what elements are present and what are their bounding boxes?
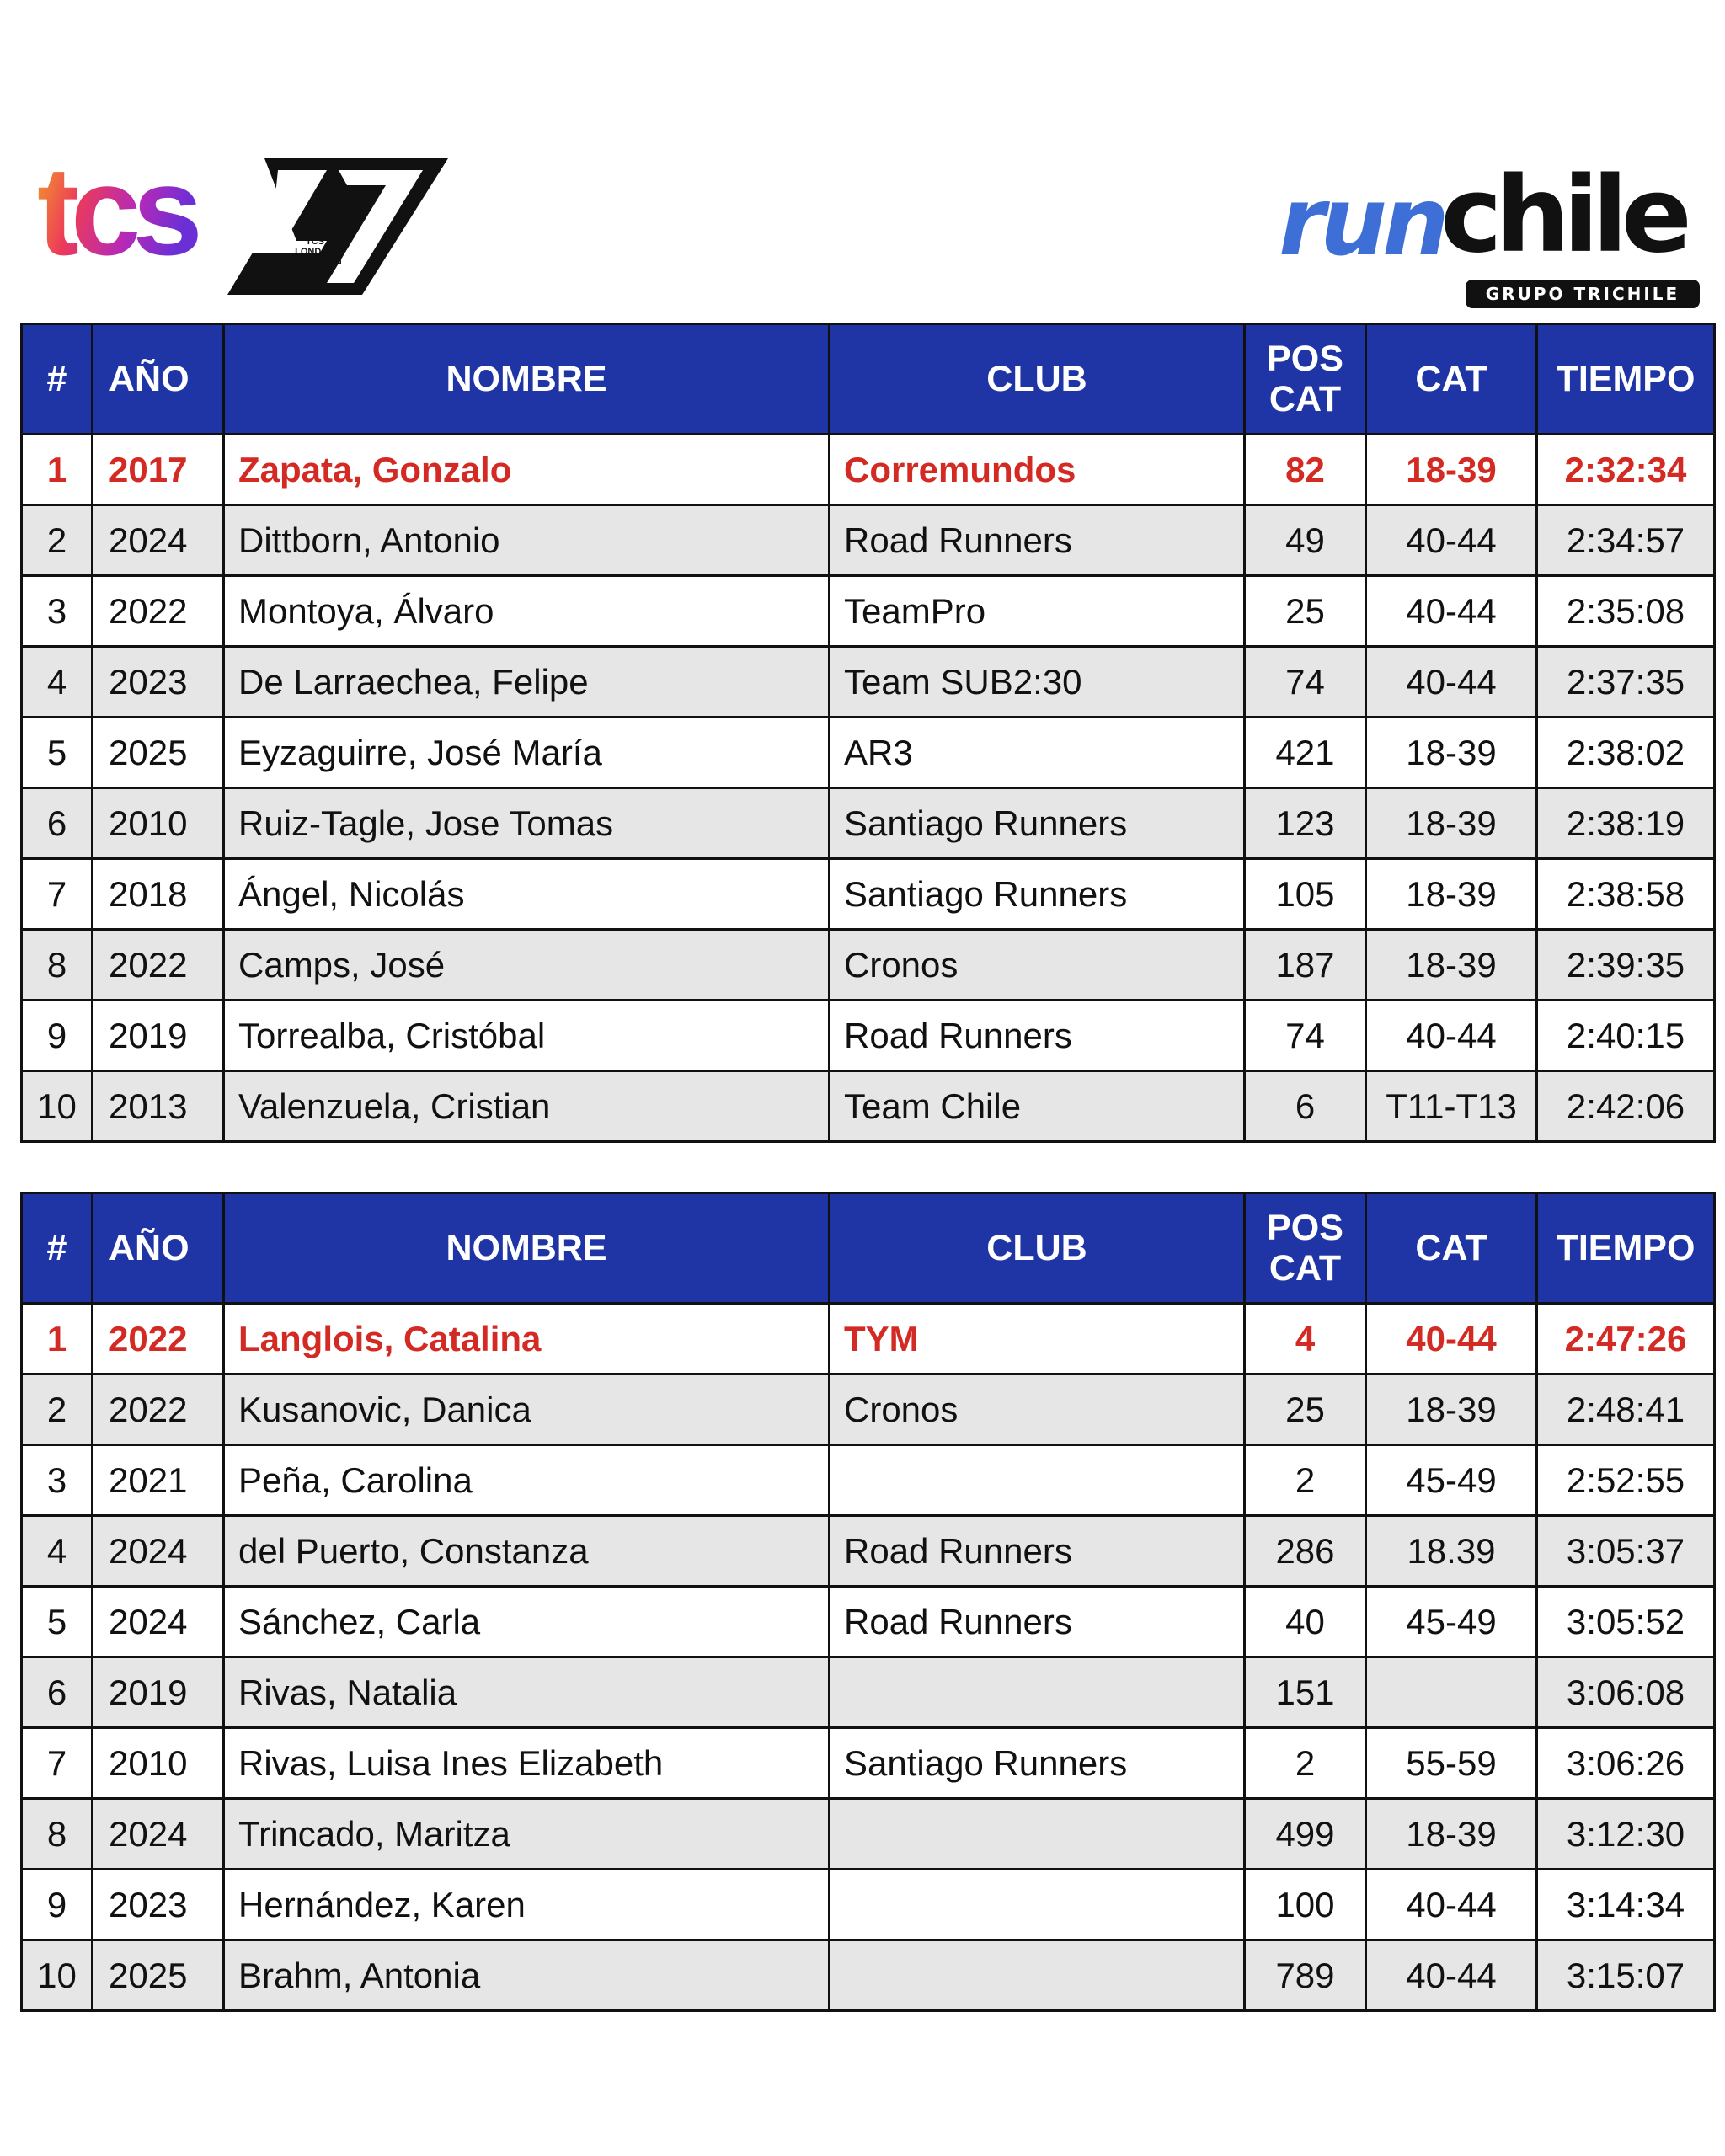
cell-name: del Puerto, Constanza <box>224 1516 830 1587</box>
cell-club: Road Runners <box>830 1587 1245 1657</box>
cell-time: 2:35:08 <box>1537 576 1715 647</box>
cell-time: 2:38:58 <box>1537 859 1715 930</box>
header-pos-line1: POS <box>1267 339 1343 379</box>
cell-year: 2013 <box>93 1071 224 1142</box>
cell-year: 2024 <box>93 1516 224 1587</box>
svg-text:run: run <box>1279 168 1445 277</box>
cell-year: 2022 <box>93 1374 224 1445</box>
cell-name: Zapata, Gonzalo <box>224 435 830 505</box>
header-pos-cat <box>1245 1193 1366 1304</box>
cell-club <box>830 1657 1245 1728</box>
cell-time: 3:05:52 <box>1537 1587 1715 1657</box>
cell-time: 2:32:34 <box>1537 435 1715 505</box>
cell-cat: 40-44 <box>1366 576 1537 647</box>
header-pos-line2: CAT <box>1268 1248 1342 1289</box>
cell-club <box>830 1870 1245 1940</box>
cell-name: Kusanovic, Danica <box>224 1374 830 1445</box>
cell-time: 3:12:30 <box>1537 1799 1715 1870</box>
women-results-table <box>20 1192 1716 2012</box>
cell-club: Team Chile <box>830 1071 1245 1142</box>
cell-club: AR3 <box>830 718 1245 788</box>
cell-club: Cronos <box>830 1374 1245 1445</box>
svg-text:MARATHON: MARATHON <box>288 257 342 267</box>
header-name: NOMBRE <box>224 324 830 435</box>
cell-time: 2:38:02 <box>1537 718 1715 788</box>
cell-cat: T11-T13 <box>1366 1071 1537 1142</box>
cell-name: Langlois, Catalina <box>224 1304 830 1374</box>
table-row <box>22 1445 1715 1516</box>
header-cat: CAT <box>1366 1193 1537 1304</box>
cell-cat: 18-39 <box>1366 859 1537 930</box>
cell-pos-cat: 187 <box>1245 930 1366 1001</box>
cell-num: 1 <box>22 1304 93 1374</box>
cell-num: 1 <box>22 435 93 505</box>
header-time: TIEMPO <box>1537 324 1715 435</box>
cell-num: 6 <box>22 1657 93 1728</box>
cell-name: Trincado, Maritza <box>224 1799 830 1870</box>
cell-time: 3:14:34 <box>1537 1870 1715 1940</box>
header-time: TIEMPO <box>1537 1193 1715 1304</box>
table-row <box>22 1799 1715 1870</box>
cell-year: 2024 <box>93 1799 224 1870</box>
cell-pos-cat: 40 <box>1245 1587 1366 1657</box>
cell-pos-cat: 421 <box>1245 718 1366 788</box>
cell-pos-cat: 74 <box>1245 1001 1366 1071</box>
cell-name: Rivas, Natalia <box>224 1657 830 1728</box>
cell-club: Road Runners <box>830 1516 1245 1587</box>
cell-cat: 18-39 <box>1366 930 1537 1001</box>
cell-club <box>830 1940 1245 2011</box>
cell-pos-cat: 123 <box>1245 788 1366 859</box>
cell-num: 8 <box>22 930 93 1001</box>
cell-time: 2:52:55 <box>1537 1445 1715 1516</box>
cell-pos-cat: 82 <box>1245 435 1366 505</box>
cell-time: 2:37:35 <box>1537 647 1715 718</box>
cell-cat: 40-44 <box>1366 1940 1537 2011</box>
women-rows <box>22 1304 1715 2011</box>
cell-num: 4 <box>22 647 93 718</box>
cell-pos-cat: 25 <box>1245 576 1366 647</box>
cell-cat: 18-39 <box>1366 1799 1537 1870</box>
header-club: CLUB <box>830 324 1245 435</box>
cell-year: 2017 <box>93 435 224 505</box>
cell-cat <box>1366 1657 1537 1728</box>
men-results-table <box>20 323 1716 1143</box>
header-num: # <box>22 324 93 435</box>
cell-num: 9 <box>22 1870 93 1940</box>
cell-cat: 18.39 <box>1366 1516 1537 1587</box>
cell-time: 2:47:26 <box>1537 1304 1715 1374</box>
table-row <box>22 1728 1715 1799</box>
cell-pos-cat: 25 <box>1245 1374 1366 1445</box>
cell-name: Torrealba, Cristóbal <box>224 1001 830 1071</box>
header-year: AÑO <box>93 324 224 435</box>
cell-year: 2018 <box>93 859 224 930</box>
cell-time: 2:34:57 <box>1537 505 1715 576</box>
svg-text:tcs: tcs <box>37 152 195 278</box>
table-row <box>22 505 1715 576</box>
cell-num: 10 <box>22 1071 93 1142</box>
cell-year: 2022 <box>93 1304 224 1374</box>
cell-name: Eyzaguirre, José María <box>224 718 830 788</box>
cell-pos-cat: 105 <box>1245 859 1366 930</box>
table-row <box>22 576 1715 647</box>
table-row <box>22 859 1715 930</box>
cell-club: Santiago Runners <box>830 788 1245 859</box>
table-row <box>22 930 1715 1001</box>
cell-club <box>830 1799 1245 1870</box>
cell-name: De Larraechea, Felipe <box>224 647 830 718</box>
table-row <box>22 1870 1715 1940</box>
header-pos-line2: CAT <box>1268 379 1342 419</box>
svg-text:LONDON: LONDON <box>295 247 335 257</box>
header-num: # <box>22 1193 93 1304</box>
cell-time: 3:06:26 <box>1537 1728 1715 1799</box>
header-year: AÑO <box>93 1193 224 1304</box>
cell-name: Dittborn, Antonio <box>224 505 830 576</box>
cell-num: 7 <box>22 859 93 930</box>
cell-year: 2010 <box>93 788 224 859</box>
cell-pos-cat: 4 <box>1245 1304 1366 1374</box>
cell-pos-cat: 789 <box>1245 1940 1366 2011</box>
cell-cat: 40-44 <box>1366 647 1537 718</box>
cell-time: 2:48:41 <box>1537 1374 1715 1445</box>
cell-name: Valenzuela, Cristian <box>224 1071 830 1142</box>
cell-pos-cat: 49 <box>1245 505 1366 576</box>
cell-club: Corremundos <box>830 435 1245 505</box>
cell-time: 2:39:35 <box>1537 930 1715 1001</box>
cell-cat: 18-39 <box>1366 435 1537 505</box>
table-header-row <box>22 324 1715 435</box>
cell-year: 2019 <box>93 1001 224 1071</box>
cell-cat: 18-39 <box>1366 718 1537 788</box>
cell-name: Montoya, Álvaro <box>224 576 830 647</box>
tcs-logo <box>37 152 222 278</box>
cell-num: 2 <box>22 1374 93 1445</box>
cell-name: Camps, José <box>224 930 830 1001</box>
cell-name: Brahm, Antonia <box>224 1940 830 2011</box>
cell-cat: 40-44 <box>1366 1870 1537 1940</box>
cell-time: 3:06:08 <box>1537 1657 1715 1728</box>
cell-year: 2025 <box>93 718 224 788</box>
cell-club: Santiago Runners <box>830 1728 1245 1799</box>
cell-num: 5 <box>22 1587 93 1657</box>
cell-pos-cat: 499 <box>1245 1799 1366 1870</box>
header-cat: CAT <box>1366 324 1537 435</box>
cell-pos-cat: 2 <box>1245 1728 1366 1799</box>
cell-pos-cat: 151 <box>1245 1657 1366 1728</box>
cell-time: 2:38:19 <box>1537 788 1715 859</box>
cell-name: Rivas, Luisa Ines Elizabeth <box>224 1728 830 1799</box>
cell-year: 2022 <box>93 930 224 1001</box>
cell-cat: 40-44 <box>1366 1304 1537 1374</box>
cell-year: 2024 <box>93 1587 224 1657</box>
cell-time: 2:42:06 <box>1537 1071 1715 1142</box>
svg-text:TCS: TCS <box>306 237 324 247</box>
cell-year: 2019 <box>93 1657 224 1728</box>
cell-num: 7 <box>22 1728 93 1799</box>
header-pos-cat <box>1245 324 1366 435</box>
cell-pos-cat: 74 <box>1245 647 1366 718</box>
table-row <box>22 718 1715 788</box>
cell-club <box>830 1445 1245 1516</box>
london-marathon-logo <box>227 158 448 295</box>
cell-num: 4 <box>22 1516 93 1587</box>
cell-year: 2025 <box>93 1940 224 2011</box>
svg-text:GRUPO TRICHILE: GRUPO TRICHILE <box>1485 284 1680 304</box>
cell-num: 8 <box>22 1799 93 1870</box>
table-row-winner <box>22 1304 1715 1374</box>
cell-name: Ruiz-Tagle, Jose Tomas <box>224 788 830 859</box>
cell-cat: 40-44 <box>1366 505 1537 576</box>
cell-club: TeamPro <box>830 576 1245 647</box>
cell-year: 2021 <box>93 1445 224 1516</box>
cell-pos-cat: 100 <box>1245 1870 1366 1940</box>
cell-cat: 55-59 <box>1366 1728 1537 1799</box>
cell-cat: 45-49 <box>1366 1587 1537 1657</box>
table-row <box>22 1657 1715 1728</box>
table-row <box>22 1516 1715 1587</box>
table-row <box>22 1071 1715 1142</box>
table-row <box>22 788 1715 859</box>
header-name: NOMBRE <box>224 1193 830 1304</box>
cell-cat: 18-39 <box>1366 1374 1537 1445</box>
cell-year: 2010 <box>93 1728 224 1799</box>
cell-num: 2 <box>22 505 93 576</box>
cell-club: Team SUB2:30 <box>830 647 1245 718</box>
cell-year: 2023 <box>93 1870 224 1940</box>
cell-name: Ángel, Nicolás <box>224 859 830 930</box>
cell-num: 3 <box>22 1445 93 1516</box>
cell-year: 2023 <box>93 647 224 718</box>
cell-name: Peña, Carolina <box>224 1445 830 1516</box>
header-pos-line1: POS <box>1267 1208 1343 1248</box>
cell-pos-cat: 6 <box>1245 1071 1366 1142</box>
cell-time: 2:40:15 <box>1537 1001 1715 1071</box>
table-row <box>22 1001 1715 1071</box>
cell-pos-cat: 286 <box>1245 1516 1366 1587</box>
cell-club: Cronos <box>830 930 1245 1001</box>
table-row-winner <box>22 435 1715 505</box>
table-header-row <box>22 1193 1715 1304</box>
svg-text:chile: chile <box>1440 155 1685 276</box>
cell-num: 10 <box>22 1940 93 2011</box>
cell-num: 3 <box>22 576 93 647</box>
cell-num: 6 <box>22 788 93 859</box>
table-row <box>22 647 1715 718</box>
header-club: CLUB <box>830 1193 1245 1304</box>
cell-cat: 45-49 <box>1366 1445 1537 1516</box>
cell-num: 5 <box>22 718 93 788</box>
cell-cat: 18-39 <box>1366 788 1537 859</box>
cell-name: Hernández, Karen <box>224 1870 830 1940</box>
cell-club: TYM <box>830 1304 1245 1374</box>
table-row <box>22 1940 1715 2011</box>
runchile-logo <box>1272 152 1703 312</box>
men-rows <box>22 435 1715 1142</box>
cell-pos-cat: 2 <box>1245 1445 1366 1516</box>
cell-time: 3:15:07 <box>1537 1940 1715 2011</box>
cell-club: Road Runners <box>830 505 1245 576</box>
cell-year: 2022 <box>93 576 224 647</box>
cell-num: 9 <box>22 1001 93 1071</box>
cell-club: Santiago Runners <box>830 859 1245 930</box>
cell-club: Road Runners <box>830 1001 1245 1071</box>
table-row <box>22 1374 1715 1445</box>
cell-cat: 40-44 <box>1366 1001 1537 1071</box>
cell-year: 2024 <box>93 505 224 576</box>
table-row <box>22 1587 1715 1657</box>
cell-time: 3:05:37 <box>1537 1516 1715 1587</box>
cell-name: Sánchez, Carla <box>224 1587 830 1657</box>
